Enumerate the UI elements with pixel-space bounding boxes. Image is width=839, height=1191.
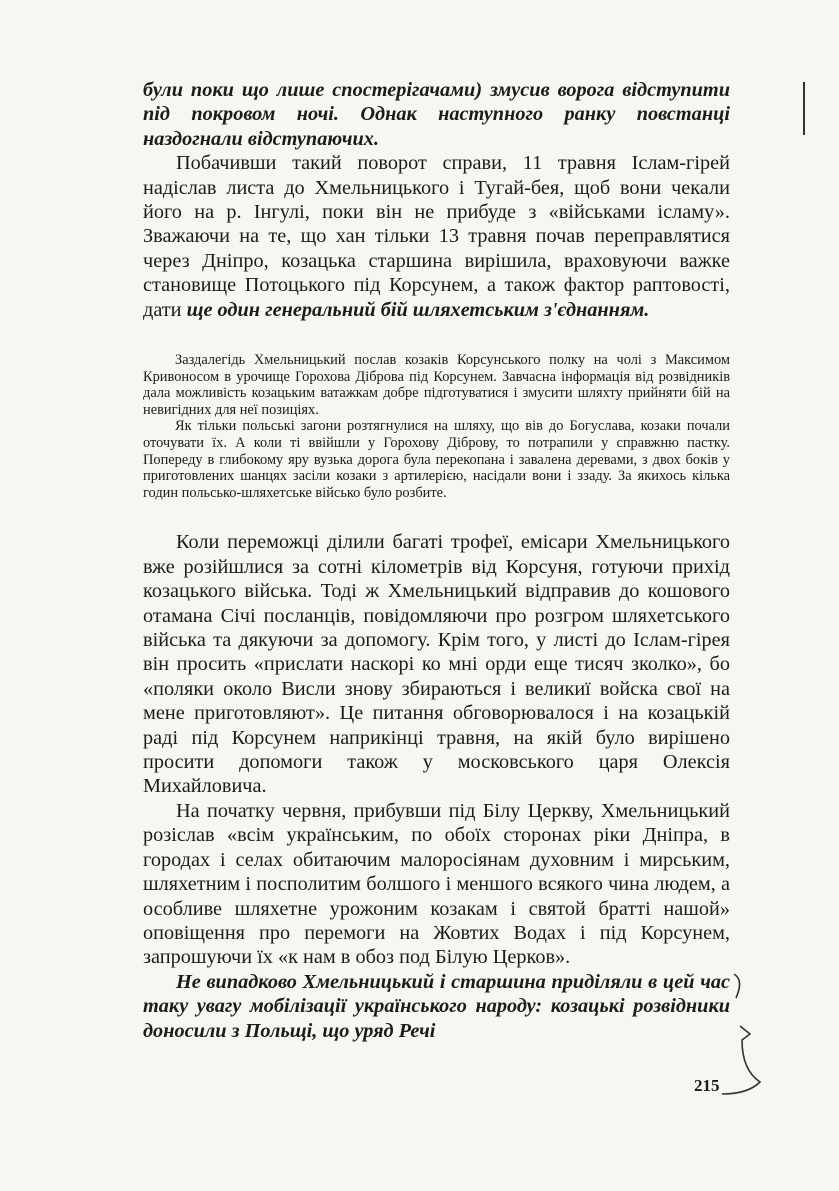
note-paragraph-2: Як тільки польські загони розтягнулися на шляху, що вів до Богуслава, козаки почали оточувати їх. А коли ті ввійшли у Горохову Діброву, то потрапили у справжню пастку. Попереду в глибокому яру вузька дорога була перекопана і завалена деревами, з двох боків у приготовлених шанцях засіли козаки з артилерією, насідали вони і ззаду. За якихось кілька годин польсько-шляхетське військо було розбите.: [143, 418, 730, 501]
page-body: [143, 78, 730, 1043]
margin-bracket-mark: [720, 958, 770, 1098]
paragraph-4-text: На початку червня, прибувши під Білу Церкву, Хмельницький розіслав «всім українським, по обоїх сторонах ріки Дніпра, в городах і селах обитаючим малоросіянам духовним і мирським, шляхетним і посполитим болшого і меншого всякого чина людем, а особливе шляхетне урожоним козакам і святой братті нашой» оповіщення про перемоги на Жовтих Водах і під Корсунем, запрошуючи їх «к нам в обоз под Білую Церков».: [143, 799, 730, 969]
paragraph-2: [143, 151, 730, 322]
paragraph-2-text: Побачивши такий поворот справи, 11 травня Іслам-гірей надіслав листа до Хмельницького і Тугай-бея, щоб вони чекали його на р. Інгулі, поки він не прибуде з «військами ісламу». Зважаючи на те, що хан тільки 13 травня почав переправлятися через Дніпро, козацька старшина вирішила, враховуючи важке становище Потоцького під Корсунем, а також фактор раптовості, дати: [143, 152, 730, 321]
paragraph-1-italic: були поки що лише спостерігачами) змусив ворога відступити під покровом ночі. Однак наступного ранку повстанці наздогнали відступаючих.: [143, 79, 730, 150]
paragraph-5-italic: Не випадково Хмельницький і старшина приділяли в цей час таку увагу мобілізації українського народу: козацькі розвідники доносили з Польщі, що уряд Речі: [143, 970, 730, 1042]
main-text-bottom: [143, 530, 730, 1043]
note-paragraph-1: Заздалегідь Хмельницький послав козаків Корсунського полку на чолі з Максимом Кривоносом в урочище Горохова Діброва під Корсунем. Завчасна інформація від розвідників дала можливість козацьким ватажкам добре підготуватися і змусити шляхту прийняти бій на невигідних для неї позиціях.: [143, 352, 730, 418]
small-print-note: [143, 352, 730, 501]
paragraph-4: [143, 799, 730, 970]
page-number: 215: [694, 1076, 720, 1095]
main-text-top: [143, 78, 730, 322]
paragraph-2-italic: ще один генеральний бій шляхетським з'єднанням.: [186, 298, 650, 321]
paragraph-5: [143, 970, 730, 1043]
paragraph-3-text: Коли переможці ділили багаті трофеї, емісари Хмельницького вже розійшлися за сотні кілометрів від Корсуня, готуючи прихід козацького війська. Тоді ж Хмельницький відправив до кошового отамана Січі посланців, повідомляючи про розгром шляхетського війська та дякуючи за допомогу. Крім того, у листі до Іслам-гірея він просить «прислати наскорі ко мні орди еще тисяч зколко», бо «поляки около Висли знову збираються і великиї войска свої на мене приготовляют». Це питання обговорювалося і на козацькій раді під Корсунем наприкінці травня, на якій було вирішено просити допомоги також у московського царя Олексія Михайловича.: [143, 531, 730, 798]
paragraph-1: [143, 78, 730, 151]
margin-mark-line: [803, 82, 805, 135]
paragraph-3: [143, 530, 730, 798]
